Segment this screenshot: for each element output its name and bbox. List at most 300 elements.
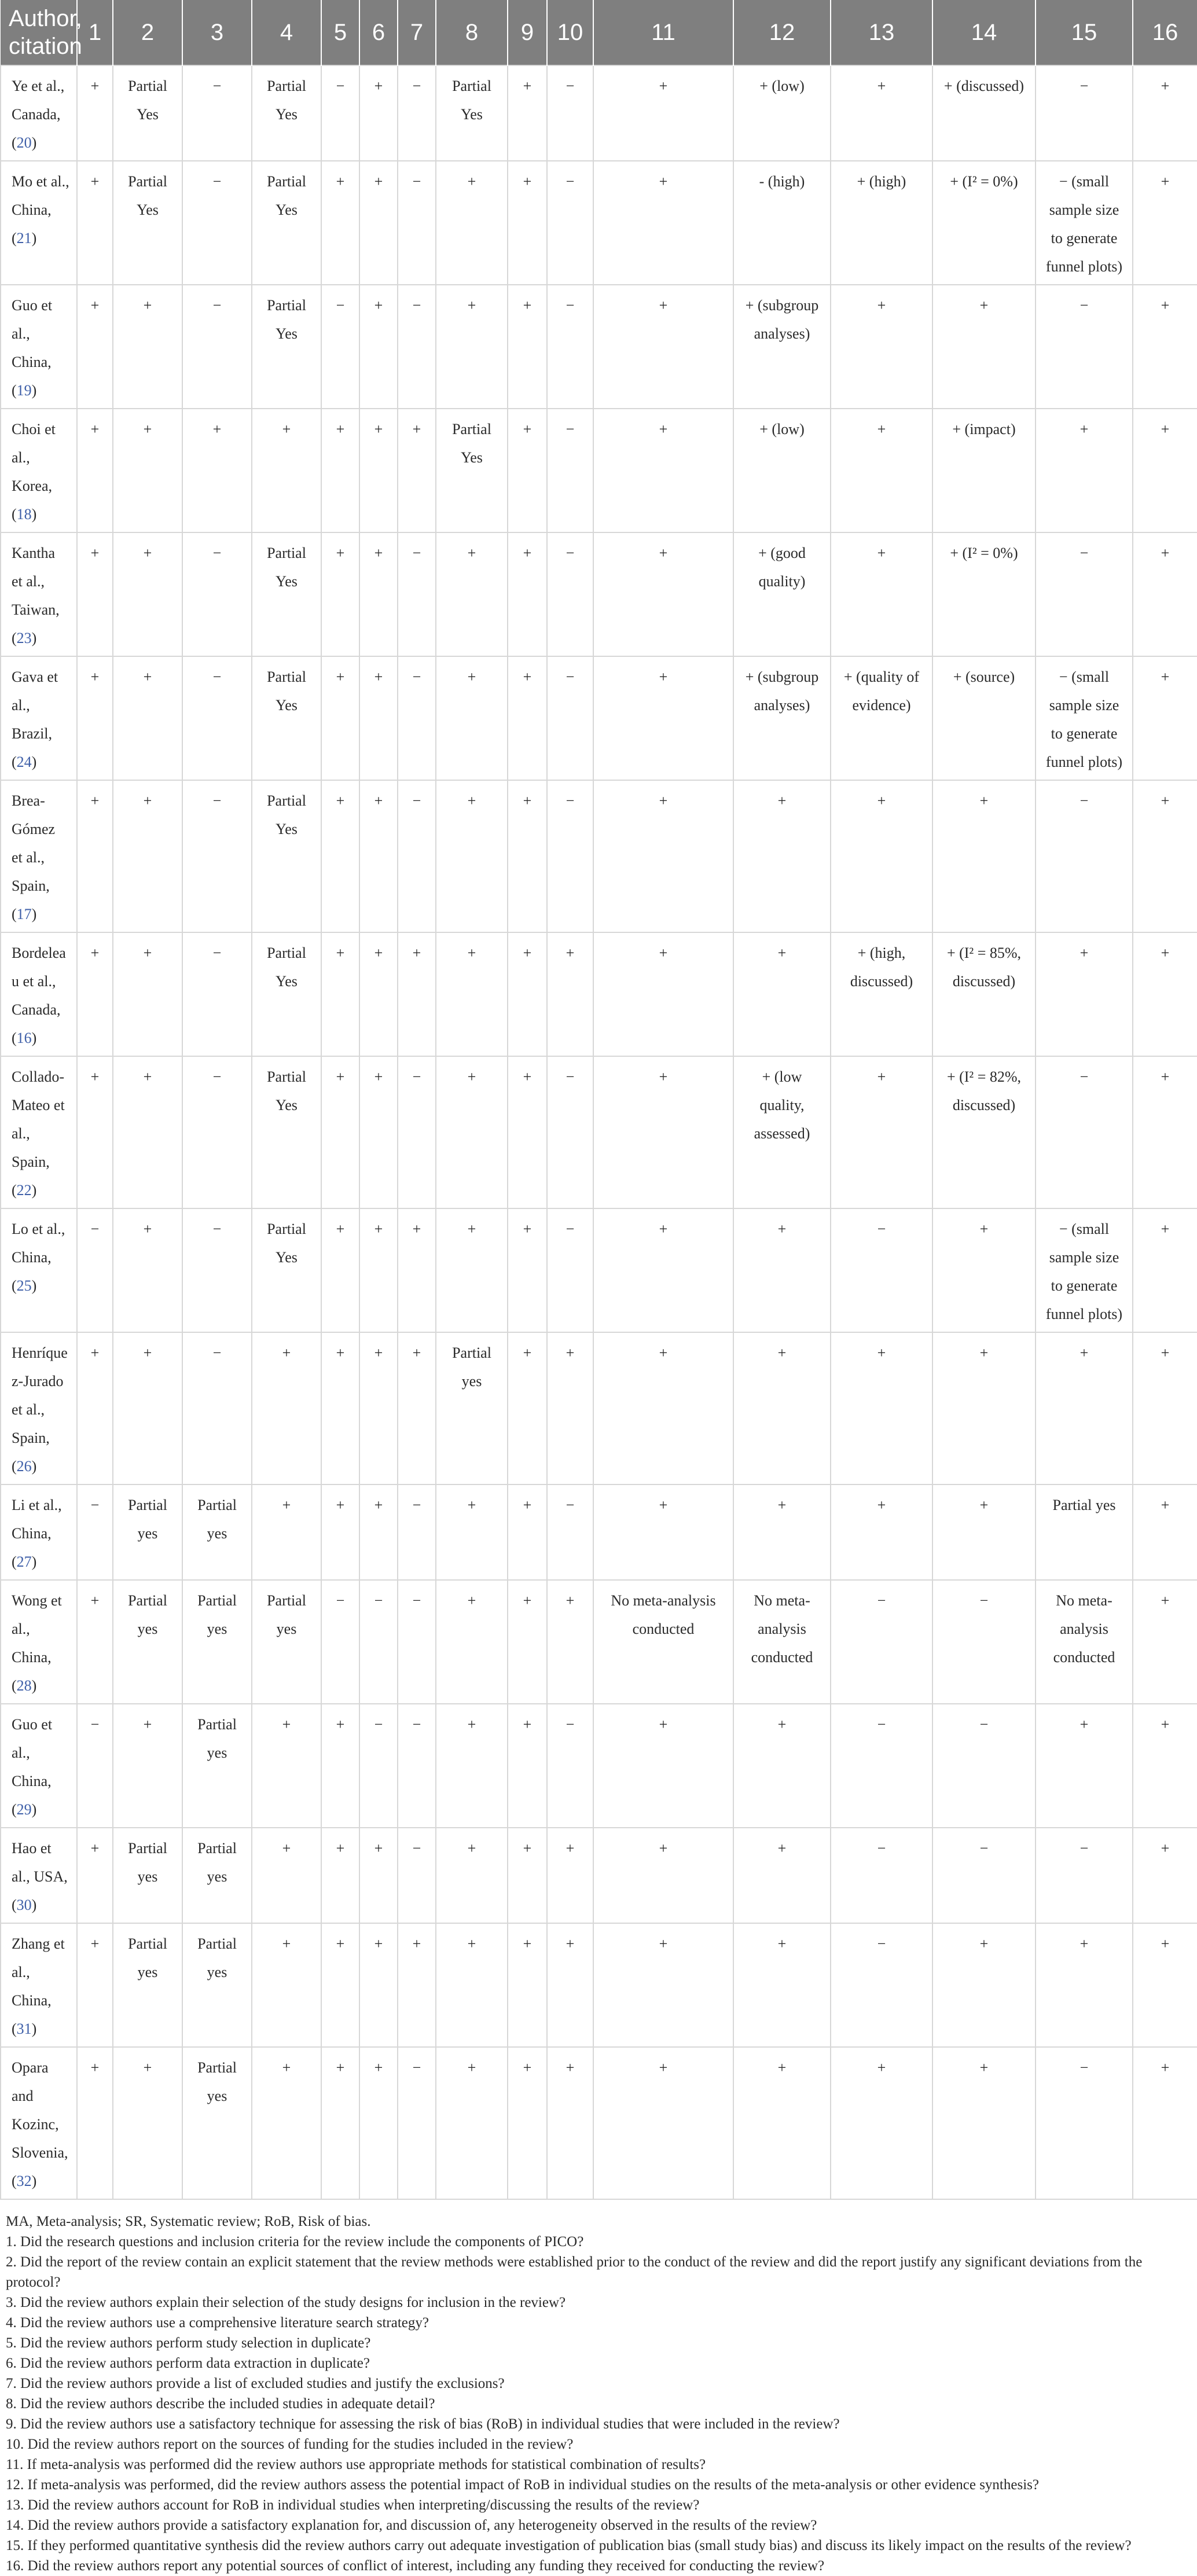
rating-cell-item-3: − <box>182 285 252 409</box>
rating-cell-item-3: − <box>182 161 252 285</box>
question-note: 2. Did the report of the review contain an explicit statement that the review methods were established prior to the conduct of the review and did the report justify any significant deviations from the protocol? <box>6 2254 1143 2290</box>
rating-cell-item-7: + <box>398 409 436 532</box>
citation-close: ) <box>31 134 37 151</box>
table-row <box>1 1056 1197 1208</box>
rating-cell-item-14: − <box>932 1580 1036 1704</box>
rating-cell-item-3: Partial yes <box>182 1923 252 2047</box>
rating-cell-item-14: + (source) <box>932 656 1036 780</box>
author-citation-cell <box>1 1580 77 1704</box>
citation-link[interactable]: 31 <box>16 2020 32 2037</box>
rating-cell-item-12: + <box>733 1704 831 1828</box>
rating-cell-item-11: + <box>593 161 733 285</box>
rating-cell-item-8: Partial Yes <box>436 409 508 532</box>
rating-cell-item-9: + <box>508 1484 547 1580</box>
rating-cell-item-6: + <box>359 2047 398 2199</box>
author-text: Kantha et al., Taiwan, ( <box>12 545 60 646</box>
rating-cell-item-2: Partial Yes <box>113 161 182 285</box>
question-note: 3. Did the review authors explain their selection of the study designs for inclusion in the review? <box>6 2295 566 2310</box>
author-citation-cell <box>1 532 77 656</box>
citation-link[interactable]: 21 <box>16 230 32 247</box>
rating-cell-item-6: + <box>359 532 398 656</box>
author-text: Brea-Gómez et al., Spain, ( <box>12 792 56 923</box>
rating-cell-item-6: + <box>359 409 398 532</box>
citation-close: ) <box>31 506 37 523</box>
citation-link[interactable]: 26 <box>16 1458 32 1475</box>
rating-cell-item-9: + <box>508 780 547 932</box>
rating-cell-item-9: + <box>508 532 547 656</box>
question-note: 13. Did the review authors account for RoB in individual studies when interpreting/discussing the results of the review? <box>6 2497 700 2513</box>
rating-cell-item-7: − <box>398 2047 436 2199</box>
author-citation-cell <box>1 1704 77 1828</box>
header-item-2: 2 <box>113 0 182 65</box>
rating-cell-item-3: Partial yes <box>182 1580 252 1704</box>
rating-cell-item-10: − <box>547 1056 593 1208</box>
author-citation-cell <box>1 932 77 1056</box>
author-text: Wong et al., China, ( <box>12 1592 62 1694</box>
rating-cell-item-8: + <box>436 2047 508 2199</box>
rating-cell-item-4: + <box>252 1704 321 1828</box>
rating-cell-item-10: − <box>547 161 593 285</box>
rating-cell-item-2: + <box>113 780 182 932</box>
rating-cell-item-12: + <box>733 932 831 1056</box>
rating-cell-item-2: Partial yes <box>113 1923 182 2047</box>
citation-link[interactable]: 25 <box>16 1277 32 1294</box>
rating-cell-item-1: − <box>77 1208 113 1332</box>
table-body <box>1 65 1197 2199</box>
author-citation-cell <box>1 409 77 532</box>
rating-cell-item-7: − <box>398 656 436 780</box>
table-row <box>1 780 1197 932</box>
rating-cell-item-10: + <box>547 1923 593 2047</box>
rating-cell-item-1: + <box>77 1056 113 1208</box>
rating-cell-item-14: − <box>932 1704 1036 1828</box>
citation-close: ) <box>31 230 37 247</box>
rating-cell-item-16: + <box>1133 532 1197 656</box>
rating-cell-item-8: + <box>436 656 508 780</box>
author-citation-cell <box>1 1923 77 2047</box>
rating-cell-item-9: + <box>508 161 547 285</box>
citation-close: ) <box>31 1801 37 1818</box>
rating-cell-item-7: − <box>398 780 436 932</box>
rating-cell-item-3: Partial yes <box>182 2047 252 2199</box>
rating-cell-item-2: + <box>113 1056 182 1208</box>
rating-cell-item-7: − <box>398 161 436 285</box>
rating-cell-item-5: + <box>321 1208 359 1332</box>
rating-cell-item-7: − <box>398 1828 436 1923</box>
rating-cell-item-12: + (low) <box>733 65 831 161</box>
rating-cell-item-14: + <box>932 2047 1036 2199</box>
rating-cell-item-13: + <box>831 780 932 932</box>
citation-link[interactable]: 19 <box>16 382 32 399</box>
header-item-5: 5 <box>321 0 359 65</box>
question-note: 15. If they performed quantitative synthesis did the review authors carry out adequate investigation of publication bias (small study bias) and discuss its likely impact on the results of the review? <box>6 2538 1132 2553</box>
rating-cell-item-15: − <box>1036 65 1133 161</box>
rating-cell-item-13: + <box>831 409 932 532</box>
rating-cell-item-6: + <box>359 161 398 285</box>
header-item-16: 16 <box>1133 0 1197 65</box>
rating-cell-item-10: + <box>547 2047 593 2199</box>
rating-cell-item-10: − <box>547 1704 593 1828</box>
author-citation-cell <box>1 1208 77 1332</box>
rating-cell-item-11: + <box>593 1923 733 2047</box>
rating-cell-item-5: + <box>321 161 359 285</box>
header-item-6: 6 <box>359 0 398 65</box>
rating-cell-item-11: + <box>593 1704 733 1828</box>
author-text: Mo et al., China, ( <box>12 173 69 247</box>
rating-cell-item-13: + <box>831 1332 932 1484</box>
rating-cell-item-10: − <box>547 1208 593 1332</box>
rating-cell-item-8: + <box>436 780 508 932</box>
rating-cell-item-7: − <box>398 1580 436 1704</box>
author-text: Li et al., China, ( <box>12 1497 62 1570</box>
rating-cell-item-8: + <box>436 1580 508 1704</box>
rating-cell-item-10: + <box>547 1332 593 1484</box>
rating-cell-item-2: + <box>113 932 182 1056</box>
rating-cell-item-6: + <box>359 285 398 409</box>
rating-cell-item-13: − <box>831 1208 932 1332</box>
rating-cell-item-12: No meta-analysis conducted <box>733 1580 831 1704</box>
citation-close: ) <box>31 1897 37 1913</box>
citation-link[interactable]: 28 <box>16 1677 32 1694</box>
rating-cell-item-11: + <box>593 780 733 932</box>
rating-cell-item-1: + <box>77 409 113 532</box>
rating-cell-item-7: + <box>398 932 436 1056</box>
rating-cell-item-14: + (I² = 0%) <box>932 532 1036 656</box>
question-note: 7. Did the review authors provide a list of excluded studies and justify the exclusions? <box>6 2376 505 2391</box>
rating-cell-item-1: + <box>77 1923 113 2047</box>
citation-close: ) <box>31 1182 37 1199</box>
rating-cell-item-12: + <box>733 1923 831 2047</box>
author-citation-cell <box>1 1056 77 1208</box>
author-citation-cell <box>1 1332 77 1484</box>
table-row <box>1 2047 1197 2199</box>
citation-link[interactable]: 22 <box>16 1182 32 1199</box>
author-text: Gava et al., Brazil, ( <box>12 668 58 770</box>
author-text: Opara and Kozinc, Slovenia, ( <box>12 2059 68 2189</box>
rating-cell-item-16: + <box>1133 1704 1197 1828</box>
rating-cell-item-3: − <box>182 532 252 656</box>
rating-cell-item-5: − <box>321 1580 359 1704</box>
rating-cell-item-12: + (good quality) <box>733 532 831 656</box>
rating-cell-item-5: + <box>321 409 359 532</box>
rating-cell-item-8: + <box>436 1828 508 1923</box>
rating-cell-item-4: Partial Yes <box>252 1056 321 1208</box>
rating-cell-item-13: + <box>831 285 932 409</box>
citation-link[interactable]: 29 <box>16 1801 32 1818</box>
rating-cell-item-6: − <box>359 1704 398 1828</box>
table-header-row <box>1 0 1197 65</box>
rating-cell-item-13: − <box>831 1704 932 1828</box>
table-footnotes <box>0 2200 1197 2576</box>
citation-link[interactable]: 24 <box>16 754 32 770</box>
rating-cell-item-14: − <box>932 1828 1036 1923</box>
rating-cell-item-6: + <box>359 932 398 1056</box>
rating-cell-item-12: + <box>733 1484 831 1580</box>
rating-cell-item-14: + (I² = 85%, discussed) <box>932 932 1036 1056</box>
rating-cell-item-9: + <box>508 656 547 780</box>
rating-cell-item-8: + <box>436 161 508 285</box>
citation-link[interactable]: 30 <box>16 1897 32 1913</box>
rating-cell-item-10: − <box>547 409 593 532</box>
rating-cell-item-16: + <box>1133 1056 1197 1208</box>
rating-cell-item-13: + (quality of evidence) <box>831 656 932 780</box>
rating-cell-item-8: Partial yes <box>436 1332 508 1484</box>
rating-cell-item-16: + <box>1133 1332 1197 1484</box>
author-citation-cell <box>1 161 77 285</box>
question-note: 14. Did the review authors provide a satisfactory explanation for, and discussion of, any heterogeneity observed in the results of the review? <box>6 2518 817 2533</box>
rating-cell-item-8: + <box>436 1208 508 1332</box>
rating-cell-item-4: + <box>252 2047 321 2199</box>
rating-cell-item-4: + <box>252 1332 321 1484</box>
rating-cell-item-12: + (low quality, assessed) <box>733 1056 831 1208</box>
rating-cell-item-4: Partial Yes <box>252 780 321 932</box>
rating-cell-item-13: − <box>831 1923 932 2047</box>
rating-cell-item-12: + <box>733 780 831 932</box>
header-item-3: 3 <box>182 0 252 65</box>
header-item-1: 1 <box>77 0 113 65</box>
rating-cell-item-15: + <box>1036 1332 1133 1484</box>
rating-cell-item-12: + (subgroup analyses) <box>733 285 831 409</box>
rating-cell-item-10: + <box>547 1828 593 1923</box>
rating-cell-item-1: + <box>77 780 113 932</box>
rating-cell-item-4: + <box>252 1828 321 1923</box>
rating-cell-item-3: + <box>182 409 252 532</box>
rating-cell-item-9: + <box>508 65 547 161</box>
rating-cell-item-4: Partial Yes <box>252 1208 321 1332</box>
rating-cell-item-15: + <box>1036 1704 1133 1828</box>
rating-cell-item-12: + (subgroup analyses) <box>733 656 831 780</box>
rating-cell-item-10: + <box>547 1580 593 1704</box>
table-row <box>1 1580 1197 1704</box>
rating-cell-item-15: − (small sample size to generate funnel plots) <box>1036 656 1133 780</box>
rating-cell-item-2: + <box>113 1208 182 1332</box>
rating-cell-item-11: + <box>593 532 733 656</box>
rating-cell-item-14: + (I² = 0%) <box>932 161 1036 285</box>
table-row <box>1 1208 1197 1332</box>
rating-cell-item-15: − <box>1036 532 1133 656</box>
rating-cell-item-15: − <box>1036 1828 1133 1923</box>
rating-cell-item-9: + <box>508 2047 547 2199</box>
rating-cell-item-16: + <box>1133 932 1197 1056</box>
rating-cell-item-12: + <box>733 1332 831 1484</box>
rating-cell-item-1: − <box>77 1704 113 1828</box>
author-text: Collado-Mateo et al., Spain, ( <box>12 1068 65 1199</box>
author-text: Guo et al., China, ( <box>12 297 53 399</box>
rating-cell-item-1: + <box>77 1828 113 1923</box>
rating-cell-item-12: + (low) <box>733 409 831 532</box>
rating-cell-item-6: + <box>359 1484 398 1580</box>
header-item-14: 14 <box>932 0 1036 65</box>
rating-cell-item-10: − <box>547 1484 593 1580</box>
rating-cell-item-9: + <box>508 285 547 409</box>
rating-cell-item-2: Partial yes <box>113 1580 182 1704</box>
header-item-15: 15 <box>1036 0 1133 65</box>
rating-cell-item-14: + <box>932 1923 1036 2047</box>
table-row <box>1 1704 1197 1828</box>
rating-cell-item-6: + <box>359 1332 398 1484</box>
table-row <box>1 532 1197 656</box>
rating-cell-item-3: Partial yes <box>182 1484 252 1580</box>
rating-cell-item-5: + <box>321 1056 359 1208</box>
rating-cell-item-11: + <box>593 932 733 1056</box>
header-item-9: 9 <box>508 0 547 65</box>
rating-cell-item-11: + <box>593 1056 733 1208</box>
citation-link[interactable]: 27 <box>16 1553 32 1570</box>
rating-cell-item-10: − <box>547 656 593 780</box>
rating-cell-item-9: + <box>508 932 547 1056</box>
rating-cell-item-15: + <box>1036 932 1133 1056</box>
rating-cell-item-11: + <box>593 656 733 780</box>
rating-cell-item-15: − <box>1036 2047 1133 2199</box>
question-note: 10. Did the review authors report on the sources of funding for the studies included in the review? <box>6 2437 574 2452</box>
rating-cell-item-16: + <box>1133 1208 1197 1332</box>
rating-cell-item-8: + <box>436 1923 508 2047</box>
rating-cell-item-16: + <box>1133 1828 1197 1923</box>
rating-cell-item-12: + <box>733 2047 831 2199</box>
citation-close: ) <box>31 2173 37 2189</box>
rating-cell-item-5: + <box>321 1484 359 1580</box>
table-row <box>1 932 1197 1056</box>
rating-cell-item-7: − <box>398 532 436 656</box>
rating-cell-item-1: + <box>77 656 113 780</box>
rating-cell-item-1: + <box>77 285 113 409</box>
rating-cell-item-14: + (discussed) <box>932 65 1036 161</box>
rating-cell-item-10: − <box>547 780 593 932</box>
rating-cell-item-2: Partial yes <box>113 1484 182 1580</box>
rating-cell-item-9: + <box>508 1580 547 1704</box>
rating-cell-item-15: − <box>1036 780 1133 932</box>
rating-cell-item-13: + (high) <box>831 161 932 285</box>
rating-cell-item-6: + <box>359 1056 398 1208</box>
author-text: Guo et al., China, ( <box>12 1716 53 1818</box>
rating-cell-item-13: + <box>831 65 932 161</box>
question-note: 16. Did the review authors report any potential sources of conflict of interest, including any funding they received for conducting the review? <box>6 2558 825 2574</box>
citation-link[interactable]: 20 <box>16 134 32 151</box>
citation-close: ) <box>31 1553 37 1570</box>
rating-cell-item-1: + <box>77 1580 113 1704</box>
rating-cell-item-15: + <box>1036 1923 1133 2047</box>
rating-cell-item-8: + <box>436 932 508 1056</box>
rating-cell-item-5: + <box>321 1704 359 1828</box>
rating-cell-item-4: Partial Yes <box>252 532 321 656</box>
rating-cell-item-16: + <box>1133 1923 1197 2047</box>
abbreviations-note: MA, Meta-analysis; SR, Systematic review; RoB, Risk of bias. <box>6 2214 371 2229</box>
citation-close: ) <box>31 1677 37 1694</box>
citation-close: ) <box>31 1030 37 1046</box>
rating-cell-item-11: + <box>593 285 733 409</box>
rating-cell-item-13: + <box>831 2047 932 2199</box>
rating-cell-item-3: − <box>182 65 252 161</box>
author-text: Hao et al., USA, ( <box>12 1840 68 1913</box>
header-item-7: 7 <box>398 0 436 65</box>
rating-cell-item-16: + <box>1133 780 1197 932</box>
question-note: 9. Did the review authors use a satisfactory technique for assessing the risk of bias (RoB) in individual studies that were included in the review? <box>6 2416 840 2432</box>
rating-cell-item-3: Partial yes <box>182 1704 252 1828</box>
rating-cell-item-8: + <box>436 1484 508 1580</box>
citation-link[interactable]: 32 <box>16 2173 32 2189</box>
rating-cell-item-5: + <box>321 1828 359 1923</box>
rating-cell-item-16: + <box>1133 285 1197 409</box>
author-text: Lo et al., China, ( <box>12 1221 65 1294</box>
rating-cell-item-2: + <box>113 656 182 780</box>
rating-cell-item-6: + <box>359 65 398 161</box>
citation-close: ) <box>31 1458 37 1475</box>
rating-cell-item-13: + <box>831 1484 932 1580</box>
rating-cell-item-15: Partial yes <box>1036 1484 1133 1580</box>
rating-cell-item-9: + <box>508 1332 547 1484</box>
citation-close: ) <box>31 2020 37 2037</box>
rating-cell-item-15: − (small sample size to generate funnel plots) <box>1036 161 1133 285</box>
header-item-8: 8 <box>436 0 508 65</box>
author-citation-cell <box>1 1484 77 1580</box>
question-note: 11. If meta-analysis was performed did the review authors use appropriate methods for statistical combination of results? <box>6 2457 706 2472</box>
rating-cell-item-12: + <box>733 1828 831 1923</box>
rating-cell-item-9: + <box>508 1056 547 1208</box>
question-note: 6. Did the review authors perform data extraction in duplicate? <box>6 2355 370 2371</box>
citation-close: ) <box>31 1277 37 1294</box>
rating-cell-item-5: + <box>321 1332 359 1484</box>
question-note: 5. Did the review authors perform study selection in duplicate? <box>6 2335 371 2351</box>
rating-cell-item-13: + <box>831 1056 932 1208</box>
rating-cell-item-11: + <box>593 1208 733 1332</box>
author-text: Zhang et al., China, ( <box>12 1935 65 2037</box>
table-row <box>1 161 1197 285</box>
rating-cell-item-5: + <box>321 2047 359 2199</box>
rating-cell-item-8: + <box>436 1704 508 1828</box>
rating-cell-item-5: − <box>321 285 359 409</box>
rating-cell-item-14: + (impact) <box>932 409 1036 532</box>
rating-cell-item-6: + <box>359 1923 398 2047</box>
rating-cell-item-1: + <box>77 2047 113 2199</box>
rating-cell-item-3: − <box>182 656 252 780</box>
citation-link[interactable]: 17 <box>16 906 32 923</box>
rating-cell-item-5: + <box>321 656 359 780</box>
rating-cell-item-7: − <box>398 65 436 161</box>
rating-cell-item-3: − <box>182 1332 252 1484</box>
rating-cell-item-10: − <box>547 285 593 409</box>
question-note: 8. Did the review authors describe the included studies in adequate detail? <box>6 2396 435 2412</box>
rating-cell-item-15: − (small sample size to generate funnel plots) <box>1036 1208 1133 1332</box>
table-row <box>1 65 1197 161</box>
rating-cell-item-15: + <box>1036 409 1133 532</box>
citation-link[interactable]: 23 <box>16 630 32 646</box>
rating-cell-item-9: + <box>508 1828 547 1923</box>
rating-cell-item-16: + <box>1133 409 1197 532</box>
citation-link[interactable]: 16 <box>16 1030 32 1046</box>
rating-cell-item-5: + <box>321 1923 359 2047</box>
citation-link[interactable]: 18 <box>16 506 32 523</box>
rating-cell-item-6: + <box>359 1208 398 1332</box>
rating-cell-item-2: Partial Yes <box>113 65 182 161</box>
rating-cell-item-4: Partial Yes <box>252 161 321 285</box>
citation-close: ) <box>31 754 37 770</box>
header-item-12: 12 <box>733 0 831 65</box>
rating-cell-item-9: + <box>508 409 547 532</box>
rating-cell-item-2: + <box>113 1704 182 1828</box>
header-author-citation: Author, citation <box>1 0 77 65</box>
rating-cell-item-16: + <box>1133 161 1197 285</box>
rating-cell-item-3: − <box>182 1056 252 1208</box>
rating-cell-item-3: Partial yes <box>182 1828 252 1923</box>
rating-cell-item-5: − <box>321 65 359 161</box>
rating-cell-item-11: + <box>593 2047 733 2199</box>
header-item-10: 10 <box>547 0 593 65</box>
rating-cell-item-4: Partial Yes <box>252 65 321 161</box>
rating-cell-item-12: + <box>733 1208 831 1332</box>
rating-cell-item-1: + <box>77 161 113 285</box>
header-item-13: 13 <box>831 0 932 65</box>
rating-cell-item-5: + <box>321 780 359 932</box>
